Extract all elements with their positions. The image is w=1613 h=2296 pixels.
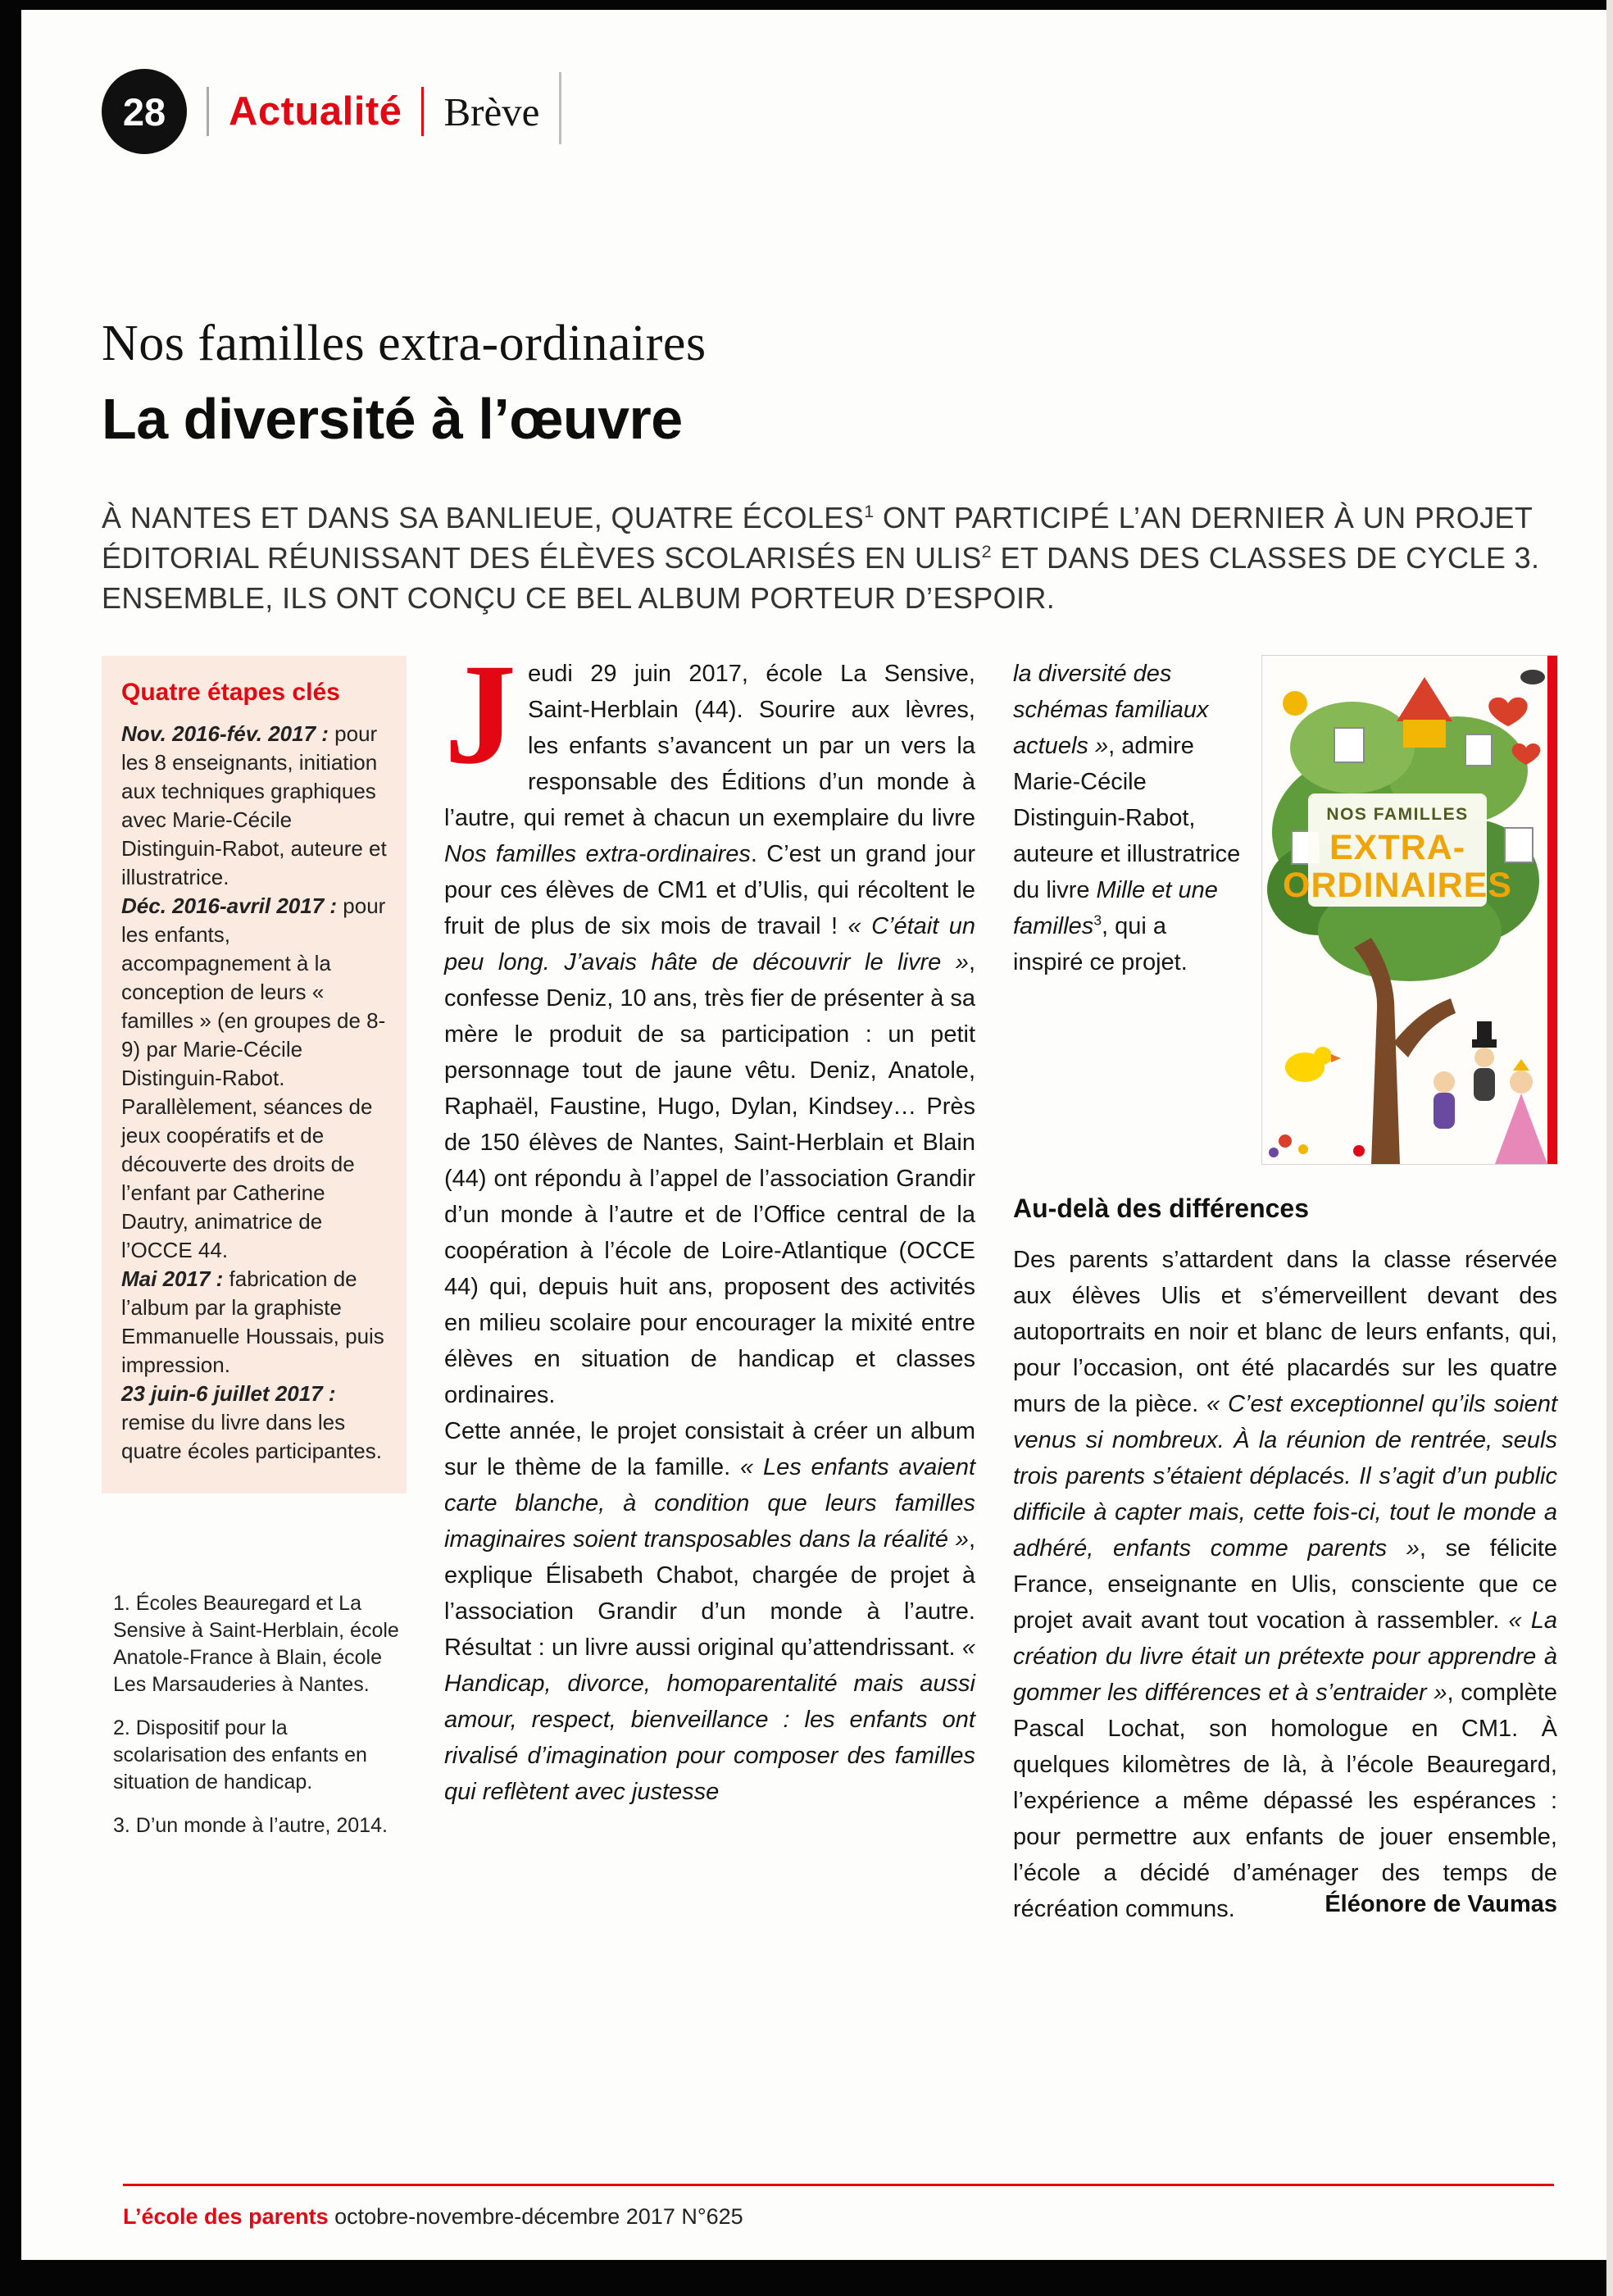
left-column — [102, 656, 407, 1918]
footer-rule — [123, 2184, 1554, 2186]
magazine-page — [21, 10, 1606, 2260]
page-number-badge: 28 — [102, 69, 187, 154]
book-title-line1: NOS FAMILLES — [1326, 805, 1469, 824]
article-columns — [102, 634, 1561, 1922]
scan-edge-right — [1606, 0, 1613, 2296]
header-divider — [207, 87, 209, 136]
section-label: Actualité — [229, 89, 402, 134]
book-title-line2: EXTRA- — [1329, 828, 1466, 867]
scan-edge-left — [0, 0, 21, 2296]
footnotes — [102, 1590, 407, 1839]
footer-text — [123, 2204, 1554, 2230]
right-top-row — [1013, 656, 1557, 1164]
book-cover-illustration — [1262, 656, 1557, 1164]
scan-edge-top — [0, 0, 1613, 10]
key-steps-box — [102, 656, 407, 1494]
author-byline: Éléonore de Vaumas — [1324, 1891, 1557, 1917]
key-step: 23 juin-6 juillet 2017 : remise du livre dans les quatre écoles participantes. — [121, 1381, 382, 1463]
footnote: 3. D’un monde à l’autre, 2014. — [113, 1814, 388, 1837]
standfirst: À NANTES ET DANS SA BANLIEUE, QUATRE ÉCOLES$^1$ ONT PARTICIPÉ L’AN DERNIER À UN PROJET ÉDITORIAL RÉUNISSANT DES ÉLÈVES SCOLARISÉS EN ULIS$^2$ ET DANS DES CLASSES DE CYCLE 3. ENSEMBLE, ILS ONT CONÇU CE BEL ALBUM PORTEUR D’ESPOIR. — [102, 501, 1540, 615]
key-step: Nov. 2016-fév. 2017 : pour les 8 enseignants, initiation aux techniques graphiques avec Marie-Cécile Distinguin-Rabot, auteure et illustratrice. — [121, 721, 387, 889]
main-column — [444, 634, 976, 1918]
header-divider-tall — [559, 72, 561, 144]
body-paragraph: Des parents s’attardent dans la classe réservée aux élèves Ulis et s’émerveillent devant des autoportraits en noir et blanc de leurs enfants, qui, pour l’occasion, ont été placardés sur les quatre murs de la pièce. « C’est exceptionnel qu’ils soient venus si nombreux. À la réunion de rentrée, seuls trois parents s’étaient déplacés. Il s’agit d’un public difficile à capter mais, cette fois-ci, tout le monde a adhéré, enfants comme parents », se félicite France, enseignante en Ulis, consciente que ce projet avait avant tout vocation à rassembler. « La création du livre était un prétexte pour apprendre à gommer les différences et à s’entraider », complète Pascal Lochat, son homologue en CM1. À quelques kilomètres de là, à l’école Beauregard, l’expérience a même dépassé les espérances : pour permettre aux enfants de jouer ensemble, l’école a décidé d’aménager des temps de récréation communs. — [1013, 1247, 1558, 1922]
key-step: Mai 2017 : fabrication de l’album par la graphiste Emmanuelle Houssais, puis impression. — [121, 1266, 384, 1377]
subsection-label: Brève — [443, 89, 540, 134]
body-paragraph: Cette année, le projet consistait à créer un album sur le thème de la famille. « Les enfants avaient carte blanche, à condition que leurs familles imaginaires soient transposables dans la réalité », explique Élisabeth Chabot, chargée de projet à l’association Grandir d’un monde à l’autre. Résultat : un livre aussi original qu’attendrissant. « Handicap, divorce, homoparentalité mais aussi amour, respect, bienveillance : les enfants ont rivalisé d’imagination pour composer des familles qui reflètent avec justesse — [444, 1418, 976, 1805]
scan-edge-bottom — [0, 2260, 1613, 2296]
book-cover-image — [1262, 656, 1557, 1164]
book-title-line3: ORDINAIRES — [1283, 866, 1512, 905]
magazine-name: L’école des parents — [123, 2204, 329, 2229]
body-paragraph: la diversité des schémas familiaux actuels », admire Marie-Cécile Distinguin-Rabot, auteure et illustratrice du livre Mille et une familles$^3$, qui a inspiré ce projet. — [1013, 661, 1241, 975]
page-header — [102, 69, 1561, 154]
subheading: Au-delà des différences — [1013, 1193, 1309, 1223]
body-paragraph: Jeudi 29 juin 2017, école La Sensive, Saint-Herblain (44). Sourire aux lèvres, les enfants s’avancent un par un vers la responsable des Éditions d’un monde à l’autre, qui remet à chacun un exemplaire du livre Nos familles extra-ordinaires. C’est un grand jour pour ces élèves de CM1 et d’Ulis, qui récoltent le fruit de plus de six mois de travail ! « C’était un peu long. J’avais hâte de découvrir le livre », confesse Deniz, 10 ans, très fier de présenter à sa mère le produit de sa participation : un petit personnage tout de jaune vêtu. Deniz, Anatole, Raphaël, Faustine, Hugo, Dylan, Kindsey… Près de 150 élèves de Nantes, Saint-Herblain et Blain (44) ont répondu à l’appel de l’association Grandir d’un monde à l’autre et de l’Office central de la coopération à l’école de Loire-Atlantique (OCCE 44) qui, depuis huit ans, proposent des activités en milieu scolaire pour encourager la mixité entre élèves en situation de handicap et classes ordinaires. — [444, 634, 976, 1408]
key-steps-heading: Quatre étapes clés — [121, 679, 340, 706]
article-title: La diversité à l’œuvre — [102, 387, 683, 451]
key-step: Déc. 2016-avril 2017 : pour les enfants, accompagnement à la conception de leurs « familles » (en groupes de 8-9) par Marie-Cécile Distinguin-Rabot. Parallèlement, séances de jeux coopératifs et de découverte des droits de l’enfant par Catherine Dautry, animatrice de l’OCCE 44. — [121, 893, 386, 1262]
dropcap: J — [444, 634, 516, 794]
footnote: 1. Écoles Beauregard et La Sensive à Saint-Herblain, école Anatole-France à Blain, école Les Marsauderies à Nantes. — [113, 1592, 399, 1696]
header-divider-red — [421, 87, 424, 136]
issue-info: octobre-novembre-décembre 2017 N°625 — [328, 2204, 743, 2229]
right-column — [1013, 656, 1558, 1922]
footnote: 2. Dispositif pour la scolarisation des enfants en situation de handicap. — [113, 1716, 367, 1794]
article-kicker: Nos familles extra-ordinaires — [102, 316, 707, 371]
page-footer — [123, 2184, 1554, 2230]
